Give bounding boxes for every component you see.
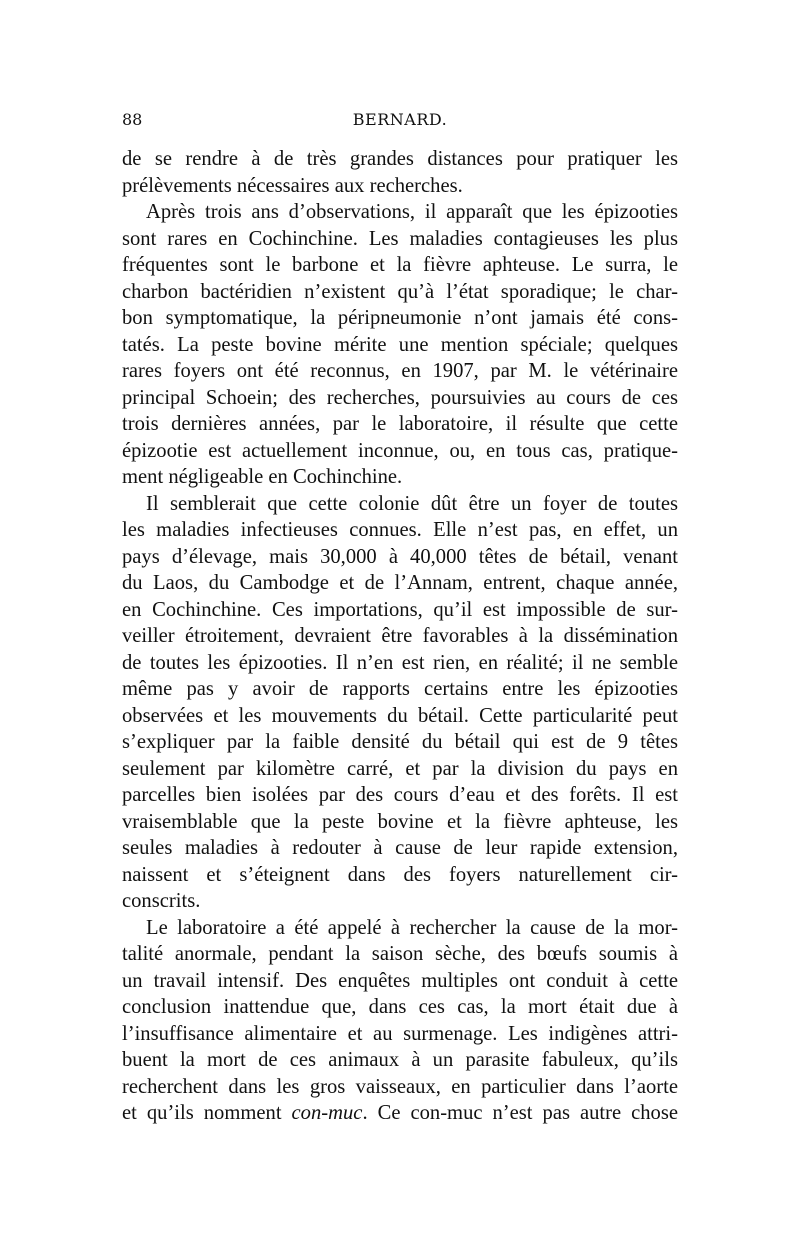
text-line: fréquentes sont le barbone et la fièvre aphteuse. Le surra, le bbox=[122, 254, 678, 276]
text-line: Le laboratoire a été appelé à rechercher la cause de la mor- bbox=[146, 916, 678, 939]
page-header bbox=[122, 110, 678, 138]
text-line: naissent et s’éteignent dans des foyers naturellement cir- bbox=[122, 863, 678, 886]
text-line: du Laos, du Cambodge et de l’Annam, entrent, chaque année, bbox=[122, 572, 678, 594]
text-line: épizootie est actuellement inconnue, ou, en tous cas, pratique- bbox=[122, 439, 678, 462]
text-line: seulement par kilomètre carré, et par la division du pays en bbox=[122, 757, 678, 780]
text-line: Il semblerait que cette colonie dût être un foyer de toutes bbox=[146, 492, 678, 515]
text-line: recherchent dans les gros vaisseaux, en particulier dans l’aorte bbox=[122, 1075, 678, 1098]
text-line: principal Schoein; des recherches, poursuivies au cours de ces bbox=[122, 386, 678, 409]
text-line: conscrits. bbox=[122, 890, 201, 912]
text-line: l’insuffisance alimentaire et au surmenage. Les indigènes attri- bbox=[122, 1022, 678, 1045]
text-line: pays d’élevage, mais 30,000 à 40,000 têtes de bétail, venant bbox=[122, 545, 678, 568]
text-line: tatés. La peste bovine mérite une mention spéciale; quelques bbox=[122, 333, 678, 356]
text-line: ment négligeable en Cochinchine. bbox=[122, 466, 403, 488]
text-line: seules maladies à redouter à cause de leur rapide extension, bbox=[122, 837, 678, 859]
text-line: s’expliquer par la faible densité du bétail qui est de 9 têtes bbox=[122, 731, 678, 753]
text-segment: . Ce con-muc n’est pas autre chose bbox=[362, 1102, 678, 1124]
text-segment: et qu’ils nomment bbox=[122, 1102, 292, 1124]
italic-term: con-muc bbox=[291, 1102, 363, 1124]
text-line: conclusion inattendue que, dans ces cas, la mort était due à bbox=[122, 996, 678, 1018]
text-line: rares foyers ont été reconnus, en 1907, par M. le vétérinaire bbox=[122, 360, 678, 382]
text-line: un travail intensif. Des enquêtes multiples ont conduit à cette bbox=[122, 969, 678, 992]
text-line: parcelles bien isolées par des cours d’eau et des forêts. Il est bbox=[122, 784, 678, 806]
page-number: 88 bbox=[122, 110, 143, 129]
text-line: prélèvements nécessaires aux recherches. bbox=[122, 174, 463, 197]
text-line: charbon bactéridien n’existent qu’à l’état sporadique; le char- bbox=[122, 280, 678, 303]
text-line: les maladies infectieuses connues. Elle n’est pas, en effet, un bbox=[122, 519, 678, 541]
text-line: de se rendre à de très grandes distances pour pratiquer les bbox=[122, 148, 678, 170]
text-line: en Cochinchine. Ces importations, qu’il est impossible de sur- bbox=[122, 598, 678, 621]
text-line: Après trois ans d’observations, il apparaît que les épizooties bbox=[146, 201, 678, 223]
text-line: bon symptomatique, la péripneumonie n’ont jamais été cons- bbox=[122, 307, 678, 329]
text-line: veiller étroitement, devraient être favorables à la dissémination bbox=[122, 625, 678, 647]
text-line: de toutes les épizooties. Il n’en est rien, en réalité; il ne semble bbox=[122, 651, 678, 674]
text-line: talité anormale, pendant la saison sèche, des bœufs soumis à bbox=[122, 943, 678, 965]
text-line bbox=[122, 1100, 678, 1127]
body-text bbox=[122, 146, 678, 1127]
text-line: même pas y avoir de rapports certains entre les épizooties bbox=[122, 678, 678, 700]
text-line: sont rares en Cochinchine. Les maladies contagieuses les plus bbox=[122, 227, 678, 250]
text-line: observées et les mouvements du bétail. Cette particularité peut bbox=[122, 704, 678, 727]
text-line: trois dernières années, par le laboratoire, il résulte que cette bbox=[122, 413, 678, 435]
text-line: buent la mort de ces animaux à un parasite fabuleux, qu’ils bbox=[122, 1049, 678, 1071]
text-line: vraisemblable que la peste bovine et la fièvre aphteuse, les bbox=[122, 810, 678, 833]
running-head: BERNARD. bbox=[352, 110, 448, 129]
